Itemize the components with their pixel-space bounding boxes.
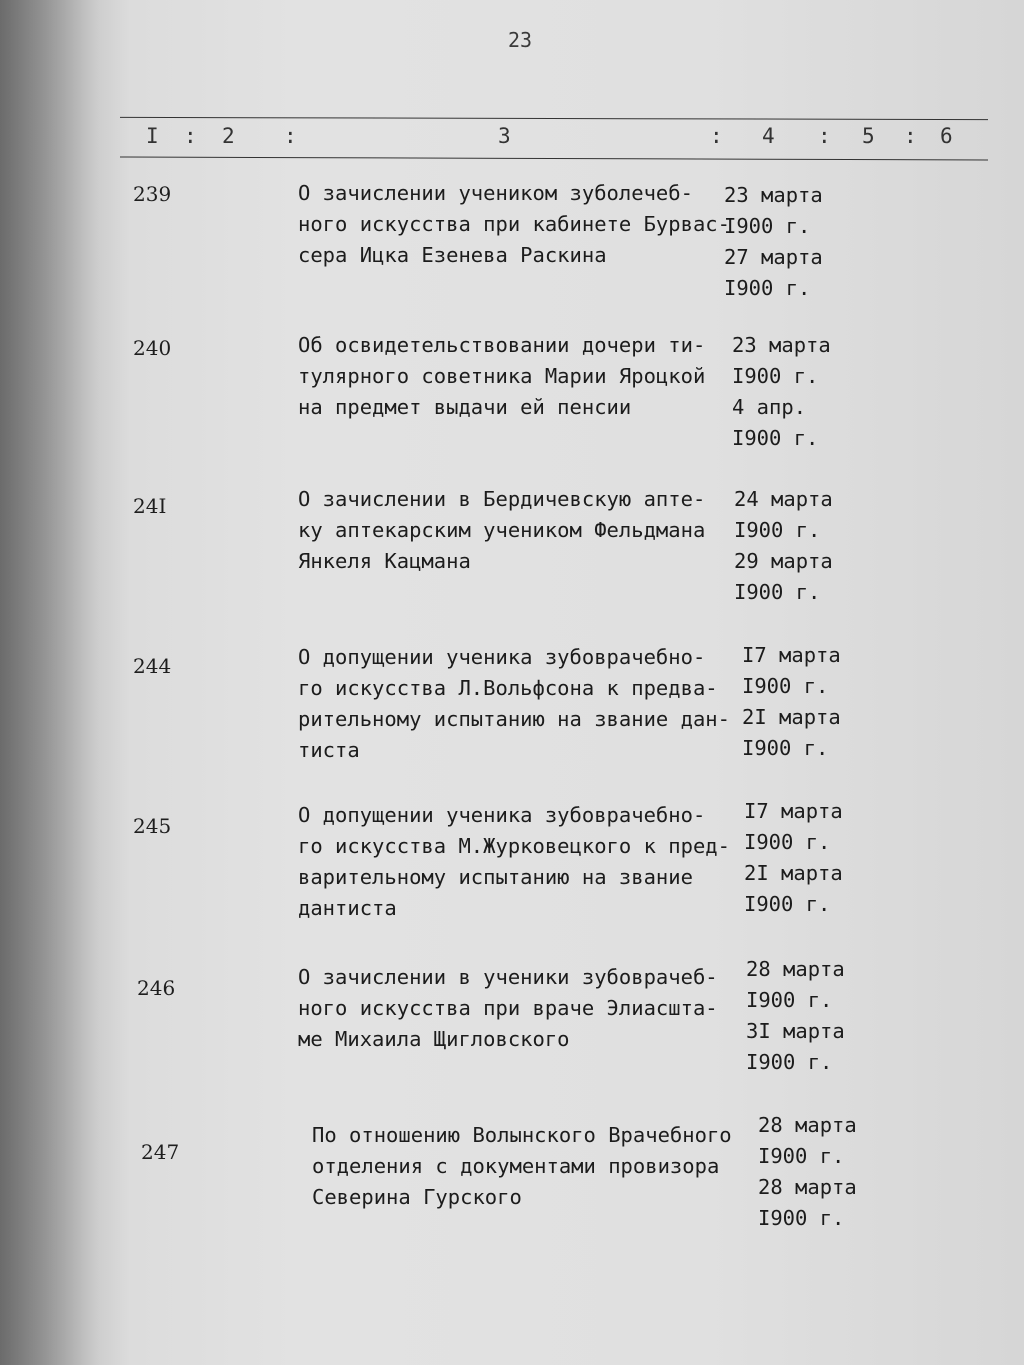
column-header-6: 6 <box>940 124 953 148</box>
date-start: 28 марта <box>746 957 845 981</box>
entry-dates <box>732 330 831 454</box>
column-separator: : <box>710 124 723 148</box>
entry-number: 239 <box>133 182 172 206</box>
entry-text-line: ме Михаила Щигловского <box>298 1027 570 1051</box>
year-start: I900 г. <box>746 988 833 1012</box>
date-end: 28 марта <box>758 1175 857 1199</box>
year-end: I900 г. <box>724 276 811 300</box>
year-start: I900 г. <box>724 214 811 238</box>
entry-number: 240 <box>133 336 172 360</box>
entry-text-line: тулярного советника Марии Яроцкой <box>298 364 706 388</box>
entry-text-line: дантиста <box>298 896 397 920</box>
date-end: 2I марта <box>744 861 843 885</box>
column-header-4: 4 <box>762 124 775 148</box>
entry-text-line: О зачислении в Бердичевскую апте- <box>298 487 706 511</box>
year-start: I900 г. <box>758 1144 845 1168</box>
column-separator: : <box>904 124 917 148</box>
date-end: 2I марта <box>742 705 841 729</box>
entry-number: 246 <box>137 976 176 1000</box>
entry-text <box>298 178 730 271</box>
entry-text <box>298 962 718 1055</box>
entry-dates <box>724 180 823 304</box>
date-start: I7 марта <box>744 799 843 823</box>
entry-text-line: О зачислении в ученики зубоврачеб- <box>298 965 718 989</box>
year-start: I900 г. <box>734 518 821 542</box>
date-start: 23 марта <box>724 183 823 207</box>
year-end: I900 г. <box>744 892 831 916</box>
entry-number: 24I <box>133 494 167 518</box>
column-separator: : <box>818 124 831 148</box>
entry-text <box>312 1120 732 1213</box>
column-header-3: 3 <box>498 124 511 148</box>
entry-text <box>298 484 705 577</box>
book-spine-shadow <box>0 0 100 1365</box>
column-header-2: 2 <box>222 124 235 148</box>
column-separator: : <box>184 124 197 148</box>
entry-dates <box>744 796 843 920</box>
year-end: I900 г. <box>734 580 821 604</box>
entry-number: 245 <box>133 814 172 838</box>
entry-text-line: ку аптекарским учеником Фельдмана <box>298 518 706 542</box>
entry-text-line: на предмет выдачи ей пенсии <box>298 395 632 419</box>
column-header-5: 5 <box>862 124 875 148</box>
entry-text-line: сера Ицка Езенева Раскина <box>298 243 607 267</box>
entry-text-line: Янкеля Кацмана <box>298 549 471 573</box>
entry-number: 247 <box>141 1140 180 1164</box>
entry-text-line: отделения с документами провизора <box>312 1154 720 1178</box>
date-start: 24 марта <box>734 487 833 511</box>
entry-number: 244 <box>133 654 172 678</box>
date-start: 23 марта <box>732 333 831 357</box>
entry-dates <box>746 954 845 1078</box>
entry-text <box>298 800 730 924</box>
entry-text-line: О допущении ученика зубоврачебно- <box>298 803 706 827</box>
entry-text-line: ного искусства при кабинете Бурвас- <box>298 212 730 236</box>
date-end: 29 марта <box>734 549 833 573</box>
year-start: I900 г. <box>744 830 831 854</box>
entry-text-line: По отношению Волынского Врачебного <box>312 1123 732 1147</box>
entry-text-line: варительному испытанию на звание <box>298 865 693 889</box>
entry-dates <box>742 640 841 764</box>
header-top-rule <box>120 117 988 120</box>
date-start: 28 марта <box>758 1113 857 1137</box>
year-end: I900 г. <box>758 1206 845 1230</box>
year-end: I900 г. <box>732 426 819 450</box>
entry-dates <box>758 1110 857 1234</box>
column-separator: : <box>284 124 297 148</box>
entry-text-line: го искусства Л.Вольфсона к предва- <box>298 676 718 700</box>
year-start: I900 г. <box>732 364 819 388</box>
entry-text-line: Об освидетельствовании дочери ти- <box>298 333 706 357</box>
year-end: I900 г. <box>746 1050 833 1074</box>
page-number: 23 <box>507 28 533 52</box>
date-end: 27 марта <box>724 245 823 269</box>
column-header-1: I <box>146 124 159 148</box>
entry-text-line: Северина Гурского <box>312 1185 522 1209</box>
entry-text-line: О допущении ученика зубоврачебно- <box>298 645 706 669</box>
entry-dates <box>734 484 833 608</box>
year-end: I900 г. <box>742 736 829 760</box>
entry-text-line: ного искусства при враче Элиасшта- <box>298 996 718 1020</box>
header-bottom-rule <box>120 156 988 160</box>
year-start: I900 г. <box>742 674 829 698</box>
date-end: 3I марта <box>746 1019 845 1043</box>
entry-text <box>298 330 705 423</box>
entry-text <box>298 642 730 766</box>
entry-text-line: го искусства М.Журковецкого к пред- <box>298 834 730 858</box>
entry-text-line: рительному испытанию на звание дан- <box>298 707 730 731</box>
entry-text-line: О зачислении учеником зуболечеб- <box>298 181 693 205</box>
date-start: I7 марта <box>742 643 841 667</box>
entry-text-line: тиста <box>298 738 360 762</box>
date-end: 4 апр. <box>732 395 807 419</box>
